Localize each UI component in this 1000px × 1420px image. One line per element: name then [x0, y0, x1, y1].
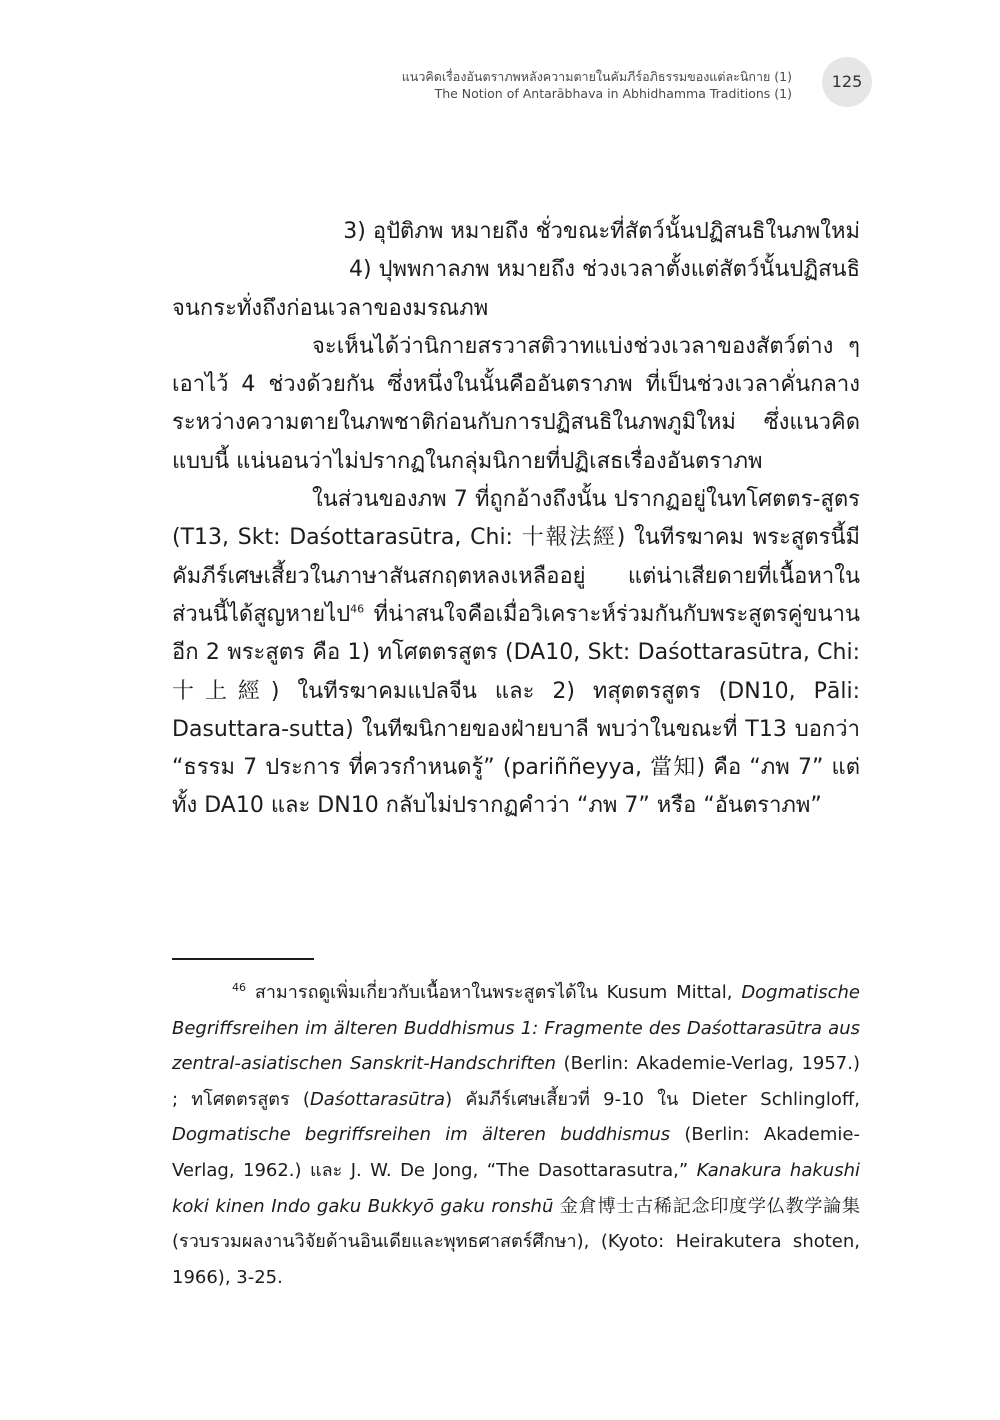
footnote-number: 46: [232, 981, 246, 994]
footnote-separator: [172, 958, 314, 960]
running-head-thai: แนวคิดเรื่องอันตราภพหลังความตายในคัมภีร์อภิธรรมของแต่ละนิกาย (1): [401, 69, 792, 84]
page-number: 125: [822, 57, 872, 107]
footnote-text-3: ) คัมภีร์เศษเสี้ยวที่ 9-10 ใน Dieter Schlingloff,: [445, 1088, 860, 1110]
paragraph-seven-bhava-part2: ที่น่าสนใจคือเมื่อวิเคราะห์ร่วมกันกับพระสูตรคู่ขนานอีก 2 พระสูตร คือ 1) ทโศตตรสูตร (DA10, Skt: Daśottarasūtra, Chi: 十上經) ในทีรฆาคมแปลจีน และ 2) ทสุตตรสูตร (DN10, Pāli: Dasuttara-sutta) ในทีฆนิกายของฝ่ายบาลี พบว่าในขณะที่ T13 บอกว่า “ธรรม 7 ประการ ที่ควรกำหนดรู้” (pariññeyya, 當知) คือ “ภพ 7” แต่ทั้ง DA10 และ DN10 กลับไม่ปรากฏคำว่า “ภพ 7” หรือ “อันตราภพ”: [172, 601, 860, 819]
paragraph-pubbakala-bhava-cont: จนกระทั่งถึงก่อนเวลาของมรณภพ: [172, 295, 489, 321]
paragraph-upatti-bhava: 3) อุปัติภพ หมายถึง ชั่วขณะที่สัตว์นั้นปฏิสนธิในภพใหม่: [343, 219, 860, 244]
paragraph-sarvastivada-periods: จะเห็นได้ว่านิกายสรวาสติวาทแบ่งช่วงเวลาของสัตว์ต่าง ๆ เอาไว้ 4 ช่วงด้วยกัน ซึ่งหนึ่งในนั้นคืออันตราภพ ที่เป็นช่วงเวลาคั่นกลางระหว่างความตายในภพชาติก่อนกับการปฏิสนธิในภพภูมิใหม่ ซึ่งแนวคิดแบบนี้ แน่นอนว่าไม่ปรากฏในกลุ่มนิกายที่ปฏิเสธเรื่องอันตราภพ: [172, 333, 860, 474]
footnote-text-1: สามารถดูเพิ่มเกี่ยวกับเนื้อหาในพระสูตรได้ใน Kusum Mittal,: [246, 982, 742, 1003]
footnote-title-kanakura: Kanakura hakushi koki kinen Indo gaku Bukkyō gaku ronshū: [172, 1159, 860, 1217]
footnote-text-4: (Berlin: Akademie-Verlag, 1962.) และ J. W. De Jong, “The Dasottarasutra,”: [172, 1124, 860, 1181]
running-head-english: The Notion of Antarābhava in Abhidhamma Traditions (1): [434, 86, 792, 101]
paragraph-seven-bhava-part1: ในส่วนของภพ 7 ที่ถูกอ้างถึงนั้น ปรากฏอยู่ในทโศตตร-สูตร (T13, Skt: Daśottarasūtra, Chi: 十報法經) ในทีรฆาคม พระสูตรนี้มีคัมภีร์เศษเสี้ยวในภาษาสันสกฤตหลงเหลืออยู่ แต่น่าเสียดายที่เนื้อหาในส่วนนี้ได้สูญหายไป: [172, 487, 860, 627]
footnote-title-dasottarasutra: Daśottarasūtra: [309, 1088, 446, 1110]
footnote-text-5: 金倉博士古稀記念印度学仏教学論集 (รวบรวมผลงานวิจัยด้านอินเดียและพุทธศาสตร์ศึกษา), (Kyoto: Heirakutera shoten, 1966), 3-25.: [172, 1195, 860, 1288]
footnote-reference[interactable]: 46: [350, 602, 365, 616]
footnote-title-schlingloff: Dogmatische begriffsreihen im älteren buddhismus: [172, 1124, 671, 1146]
paragraph-seven-bhava: [172, 481, 860, 826]
footnote-46: [172, 975, 860, 1295]
paragraph-pubbakala-bhava: 4) ปุพพกาลภพ หมายถึง ช่วงเวลาตั้งแต่สัตว์นั้นปฏิสนธิ: [348, 257, 860, 283]
running-head: [402, 68, 792, 102]
footnote-title-mittal: Dogmatische Begriffsreihen im älteren Buddhismus 1: Fragmente des Daśottarasūtra aus zentral-asiatischen Sanskrit-Handschriften: [172, 982, 860, 1075]
body-text: [172, 213, 860, 826]
footnote-text-2: (Berlin: Akademie-Verlag, 1957.) ; ทโศตตรสูตร (: [172, 1053, 861, 1110]
